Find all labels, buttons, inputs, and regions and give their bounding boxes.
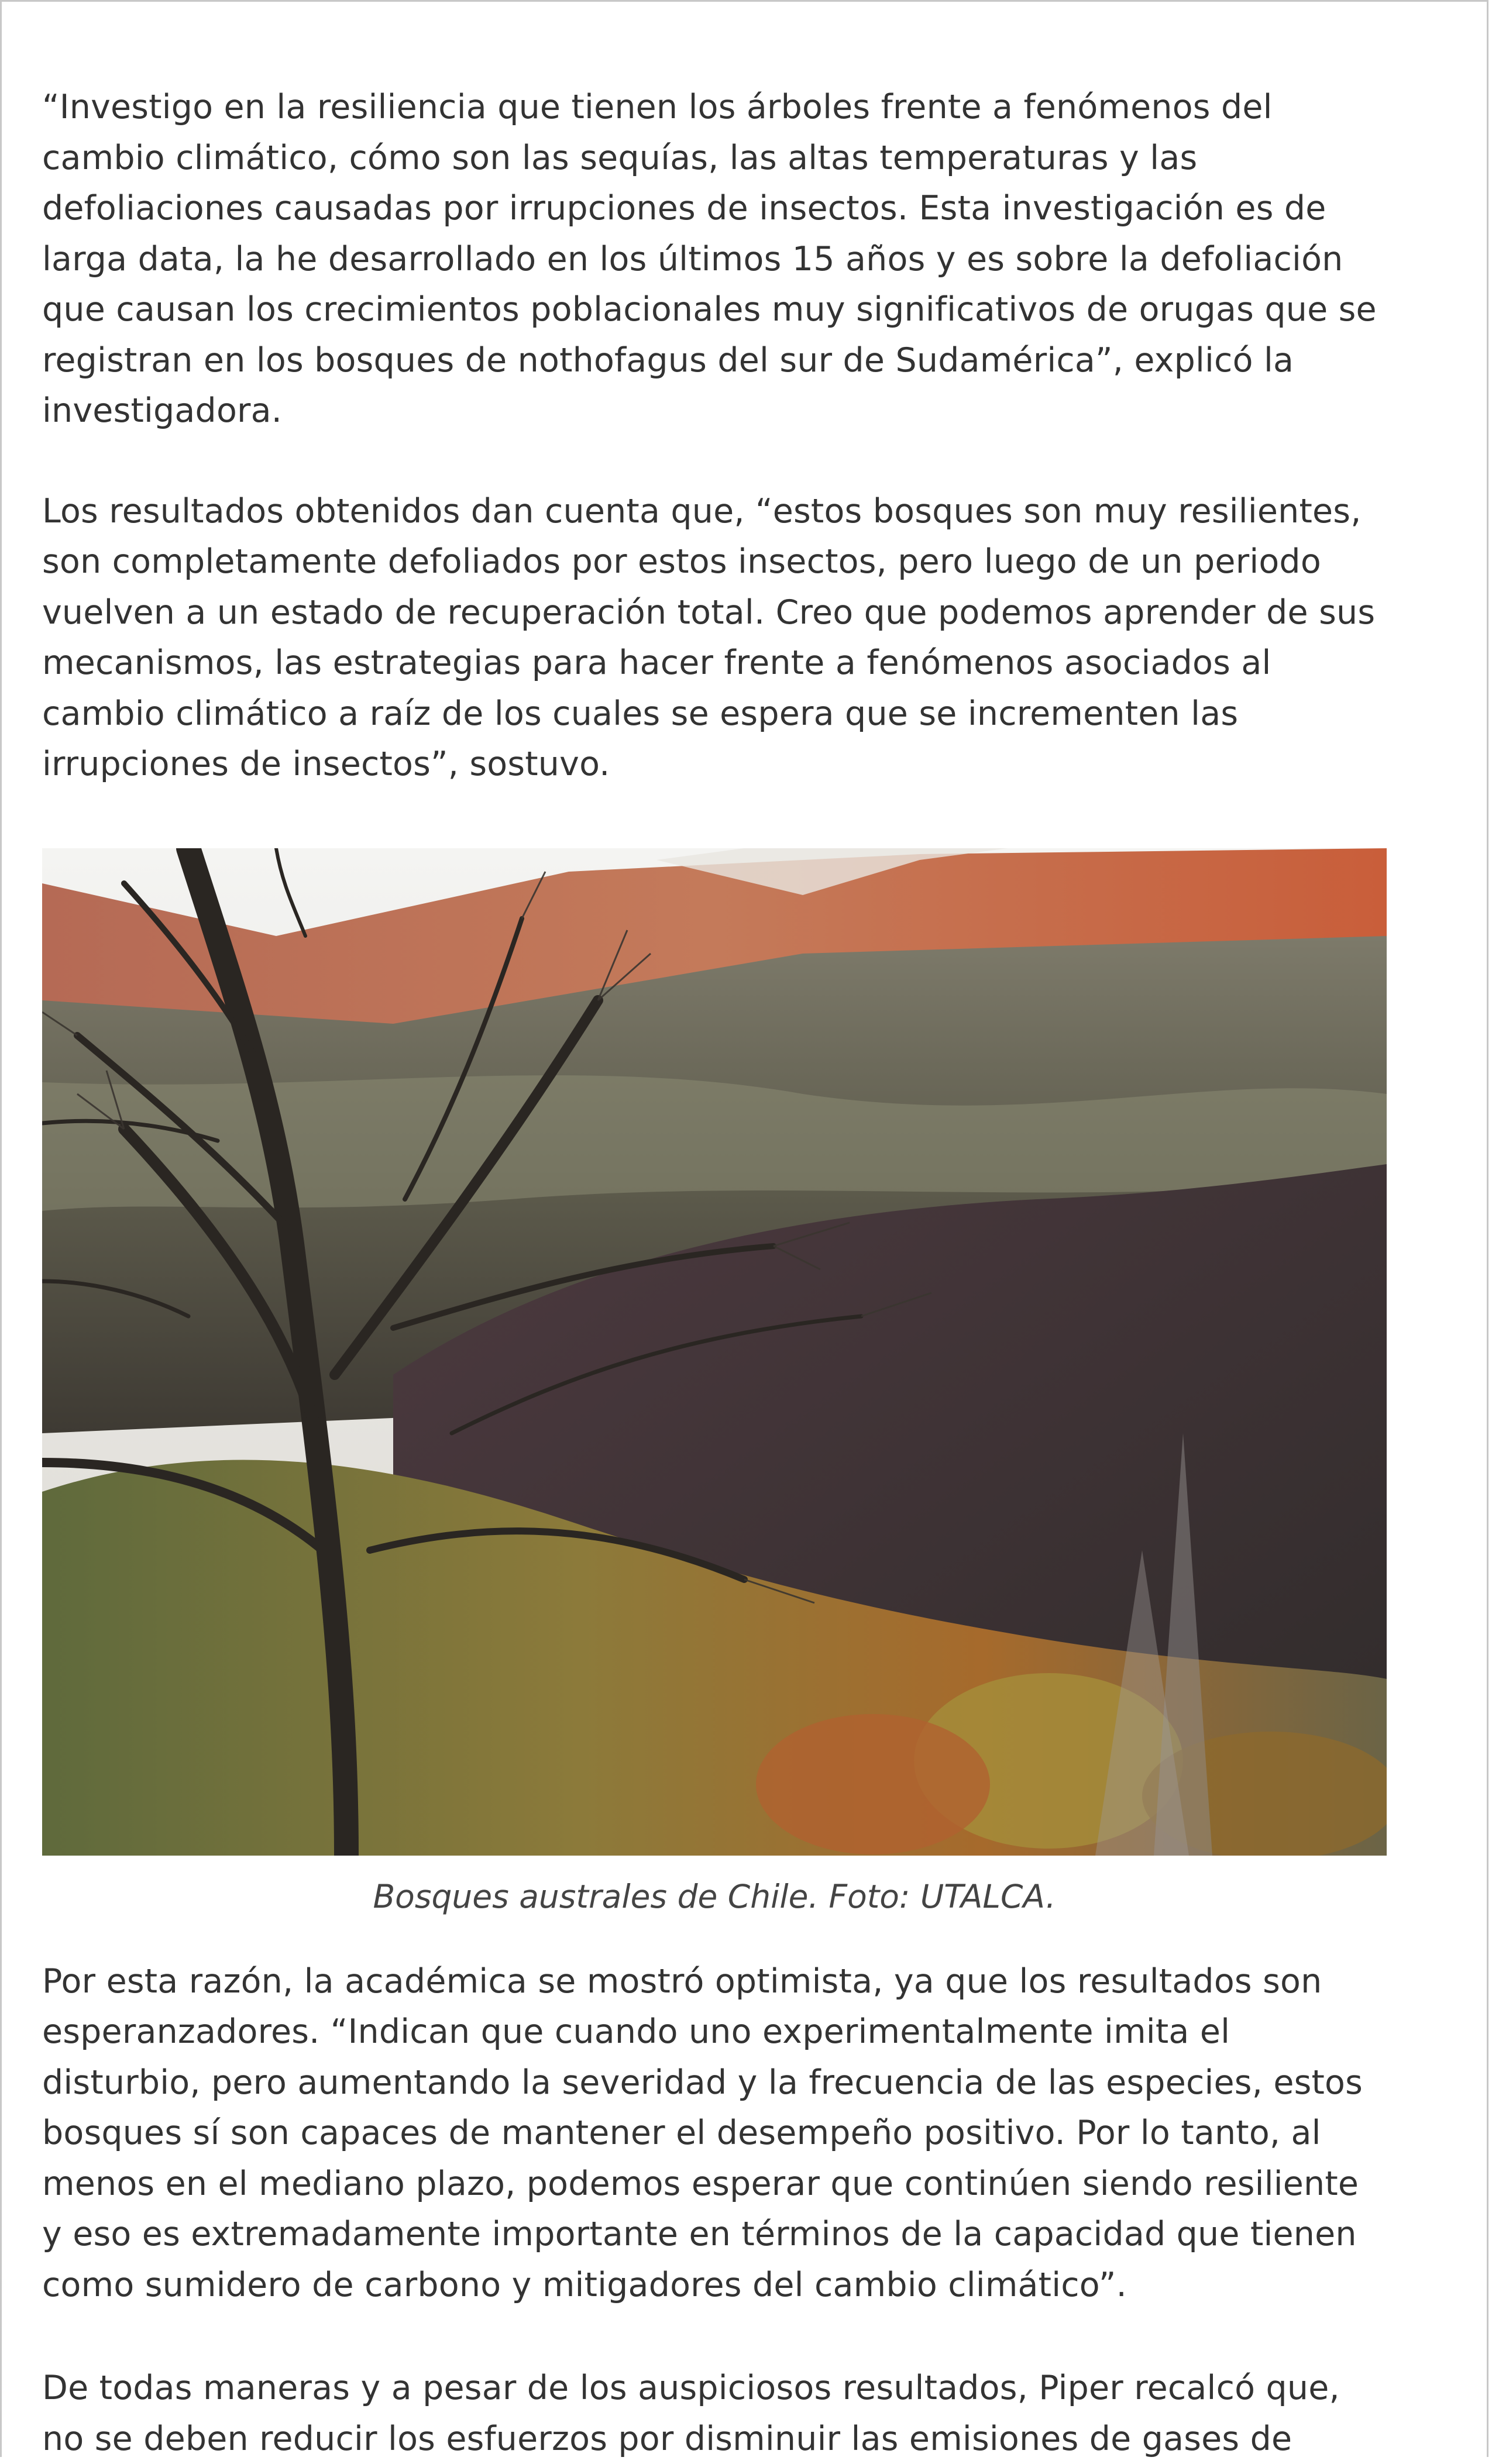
- article-paragraph-1: “Investigo en la resiliencia que tienen los árboles frente a fenómenos del cambio climático, cómo son las sequías, las altas temperaturas y las defoliaciones causadas por irrupciones de insectos. Esta investigación es de larga data, la he desarrollado en los últimos 15 años y es sobre la defoliación que causan los crecimientos poblacionales muy significativos de orugas que se registran en los bosques de nothofagus del sur de Sudamérica”, explicó la investigadora.: [42, 88, 1377, 430]
- photo-caption: Bosques australes de Chile. Foto: UTALCA.: [373, 1877, 1056, 1915]
- article-paragraph-2: Los resultados obtenidos dan cuenta que, “estos bosques son muy resilientes, son completamente defoliados por estos insectos, pero luego de un periodo vuelven a un estado de recuperación total. Creo que podemos aprender de sus mecanismos, las estrategias para hacer frente a fenómenos asociados al cambio climático a raíz de los cuales se espera que se incrementen las irrupciones de insectos”, sostuvo.: [42, 491, 1376, 783]
- forest-photo: [42, 848, 1387, 1856]
- article-paragraph-4: De todas maneras y a pesar de los auspiciosos resultados, Piper recalcó que, no se deben reducir los esfuerzos por disminuir las emisiones de gases de: [42, 2369, 1340, 2458]
- article-body: [42, 82, 1388, 2464]
- article-paragraph-3: Por esta razón, la académica se mostró optimista, ya que los resultados son esperanzadores. “Indican que cuando uno experimentalmente imita el disturbio, pero aumentando la severidad y la frecuencia de las especies, estos bosques sí son capaces de mantener el desempeño positivo. Por lo tanto, al menos en el mediano plazo, podemos esperar que continúen siendo resiliente y eso es extremadamente importante en términos de la capacidad que tienen como sumidero de carbono y mitigadores del cambio climático”.: [42, 1961, 1363, 2304]
- forest-photo-figure: [42, 848, 1387, 1920]
